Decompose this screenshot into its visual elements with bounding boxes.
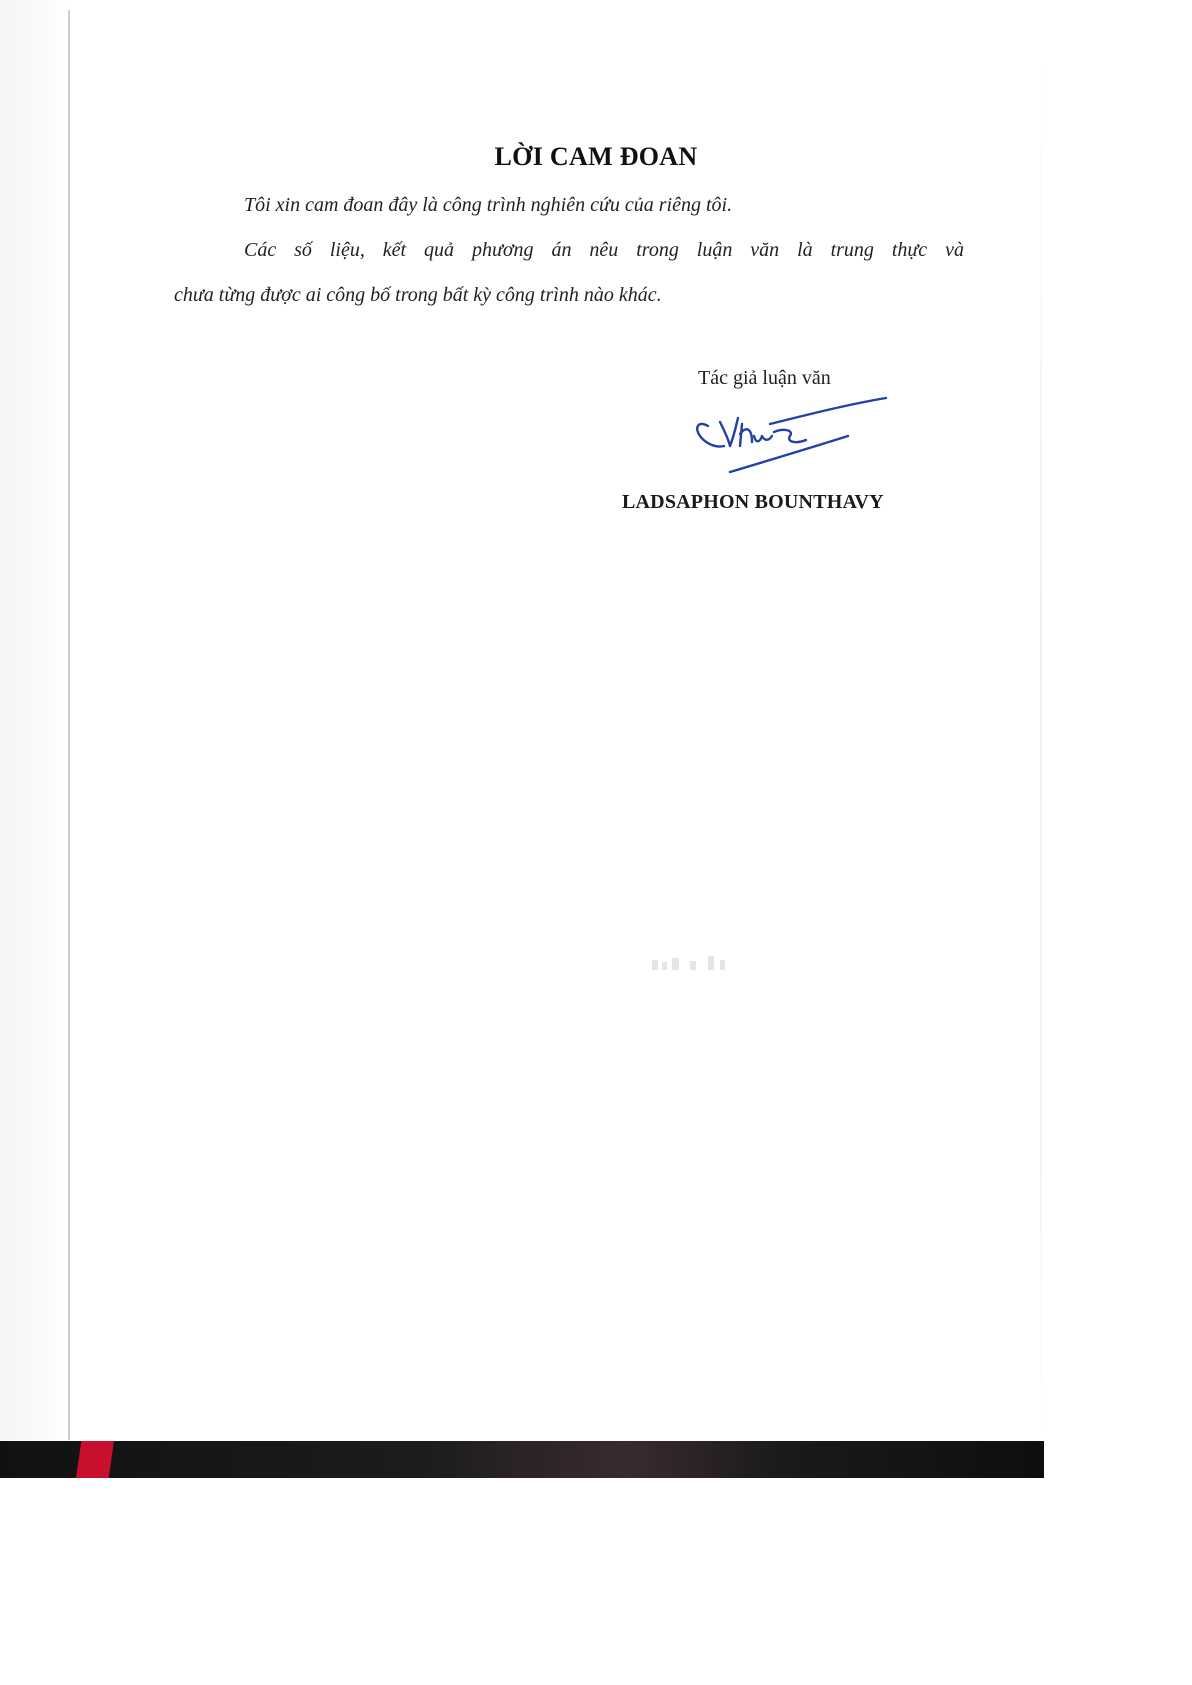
page-right-edge [1040,60,1042,1440]
signature-icon [690,396,890,486]
declaration-paragraph-2-line-2: chưa từng được ai công bố trong bất kỳ công trình nào khác. [174,284,662,306]
author-name: LADSAPHON BOUNTHAVY [622,491,884,513]
declaration-paragraph-1: Tôi xin cam đoan đây là công trình nghiên cứu của riêng tôi. [244,194,733,216]
scan-smudge [650,952,732,978]
author-label: Tác giả luận văn [698,367,831,389]
band-red-marker [76,1441,114,1478]
bottom-scan-band [0,1441,1044,1478]
page-title: LỜI CAM ĐOAN [494,142,698,171]
binding-edge-line [68,10,70,1440]
declaration-paragraph-2-line-1: Các số liệu, kết quả phương án nêu trong luận văn là trung thực và [244,239,964,261]
binding-shadow [0,0,70,1440]
